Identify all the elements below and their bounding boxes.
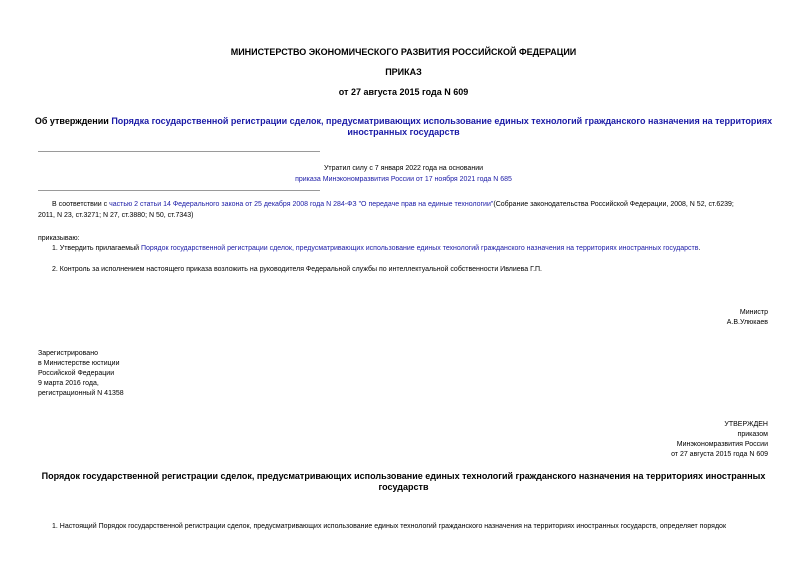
preamble-line1 (52, 200, 772, 209)
status-repeal-link[interactable]: приказа Минэкономразвития России от 17 ноября 2021 года N 685 (295, 176, 512, 183)
registration-line4: 9 марта 2016 года, (38, 380, 99, 387)
registration-line2: в Министерстве юстиции (38, 360, 120, 367)
doc-date-number: от 27 августа 2015 года N 609 (338, 87, 469, 97)
title-procedure-link-cont[interactable]: иностранных государств (347, 127, 460, 137)
order-item-1-prefix: 1. Утвердить прилагаемый (52, 245, 141, 252)
preamble-line2: 2011, N 23, ст.3271; N 27, ст.3880; N 50, ст.7343) (38, 212, 194, 219)
registration-line5: регистрационный N 41358 (38, 390, 124, 397)
title-procedure-link[interactable]: Порядка государственной регистрации сделок, предусматривающих использование единых технологий гражданского назначения на территориях (111, 116, 773, 126)
order-prikazyvayu: приказываю: (38, 235, 80, 242)
approved-line2: приказом (737, 431, 768, 438)
order-item-1 (52, 244, 700, 253)
ministry-heading: МИНИСТЕРСТВО ЭКОНОМИЧЕСКОГО РАЗВИТИЯ РОССИЙСКОЙ ФЕДЕРАЦИИ (230, 47, 577, 57)
procedure-link[interactable]: Порядок государственной регистрации сделок, предусматривающих использование единых технологий гражданского назначения на территориях иностранных государств (140, 245, 699, 252)
status-link-line (0, 175, 807, 184)
signature-name: А.В.Улюкаев (726, 319, 768, 326)
procedure-title-line2: государств (378, 482, 429, 492)
procedure-paragraph-1: 1. Настоящий Порядок государственной регистрации сделок, предусматривающих использование единых технологий гражданского назначения на территориях иностранных государств, определяет порядок (52, 523, 727, 530)
federal-law-link[interactable]: частью 2 статьи 14 Федерального закона от 25 декабря 2008 года N 284-ФЗ "О передаче прав на единые технологии" (109, 201, 494, 208)
status-text: Утратил силу с 7 января 2022 года на основании (323, 165, 484, 172)
registration-line3: Российской Федерации (38, 370, 115, 377)
registration-line1: Зарегистрировано (38, 350, 98, 357)
doc-type-heading: ПРИКАЗ (385, 67, 422, 77)
separator-top (38, 151, 320, 152)
approved-line4: от 27 августа 2015 года N 609 (671, 451, 768, 458)
order-item-2: 2. Контроль за исполнением настоящего приказа возложить на руководителя Федеральной службы по интеллектуальной собственности Ивлиева Г.П. (52, 266, 542, 273)
approved-line3: Минэкономразвития России (676, 441, 768, 448)
title-prefix: Об утверждении (34, 116, 112, 126)
preamble-source: (Собрание законодательства Российской Федерации, 2008, N 52, ст.6239; (493, 201, 734, 208)
signature-position: Министр (739, 309, 768, 316)
approved-line1: УТВЕРЖДЕН (724, 421, 768, 428)
document-title-line2 (0, 127, 807, 138)
preamble-text: В соответствии с (52, 201, 110, 208)
document-title (0, 116, 807, 127)
order-item-1-suffix: . (698, 245, 701, 252)
separator-bottom (38, 190, 320, 191)
procedure-title-line1: Порядок государственной регистрации сделок, предусматривающих использование единых технологий гражданского назначения на территориях иностранных (41, 471, 766, 481)
